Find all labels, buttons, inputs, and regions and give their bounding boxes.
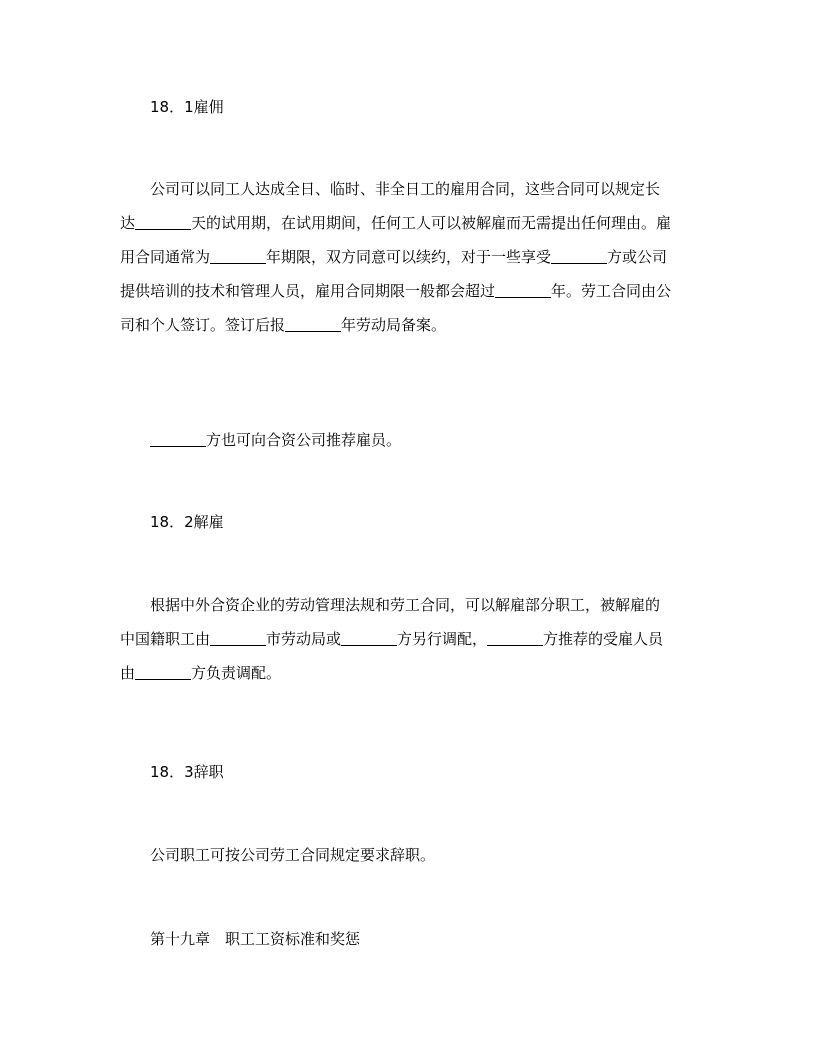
text-line	[120, 423, 700, 457]
text-line	[120, 656, 700, 690]
fill-blank[interactable]	[150, 428, 206, 447]
fill-blank[interactable]	[495, 279, 551, 298]
text-fragment: 市劳动局或	[266, 630, 342, 648]
text-fragment: 方另行调配，	[397, 630, 488, 648]
text-line	[120, 622, 700, 656]
fill-blank[interactable]	[341, 627, 397, 646]
fill-blank[interactable]	[487, 627, 543, 646]
fill-blank[interactable]	[285, 313, 341, 332]
section-heading-18-2: 18．2解雇	[150, 513, 224, 531]
fill-blank[interactable]	[135, 661, 191, 680]
paragraph-recommend-employees	[120, 423, 700, 457]
text-fragment: 年。劳工合同由公	[551, 282, 672, 300]
text-fragment: 由	[120, 664, 136, 682]
text-line	[120, 206, 700, 240]
text-fragment: 提供培训的技术和管理人员，雇用合同期限一般都会超过	[120, 282, 496, 300]
paragraph-resignation: 公司职工可按公司劳工合同规定要求辞职。	[150, 846, 436, 864]
paragraph-employment-terms	[120, 172, 700, 342]
text-fragment: 中国籍职工由	[120, 630, 211, 648]
text-line: 根据中外合资企业的劳动管理法规和劳工合同，可以解雇部分职工，被解雇的	[150, 596, 661, 614]
text-fragment: 司和个人签订。签订后报	[120, 316, 286, 334]
text-fragment: 年劳动局备案。	[341, 316, 447, 334]
section-heading-18-1: 18．1雇佣	[150, 98, 224, 116]
text-fragment: 方推荐的受雇人员	[543, 630, 664, 648]
text-fragment: 年期限，双方同意可以续约，对于一些享受	[266, 248, 552, 266]
section-heading-18-3: 18．3辞职	[150, 763, 224, 781]
text-line	[120, 240, 700, 274]
fill-blank[interactable]	[551, 245, 607, 264]
fill-blank[interactable]	[210, 627, 266, 646]
paragraph-dismissal	[120, 588, 700, 690]
text-fragment: 达	[120, 214, 136, 232]
fill-blank[interactable]	[135, 211, 191, 230]
text-fragment: 天的试用期，在试用期间，任何工人可以被解雇而无需提出任何理由。雇	[191, 214, 672, 232]
fill-blank[interactable]	[210, 245, 266, 264]
text-fragment: 方也可向合资公司推荐雇员。	[206, 431, 402, 449]
text-line	[120, 274, 700, 308]
text-line: 公司可以同工人达成全日、临时、非全日工的雇用合同，这些合同可以规定长	[150, 180, 661, 198]
chapter-heading-19: 第十九章 职工工资标准和奖惩	[150, 930, 361, 948]
text-fragment: 方或公司	[607, 248, 668, 266]
text-fragment: 用合同通常为	[120, 248, 211, 266]
text-line	[120, 308, 700, 342]
text-fragment: 方负责调配。	[191, 664, 282, 682]
